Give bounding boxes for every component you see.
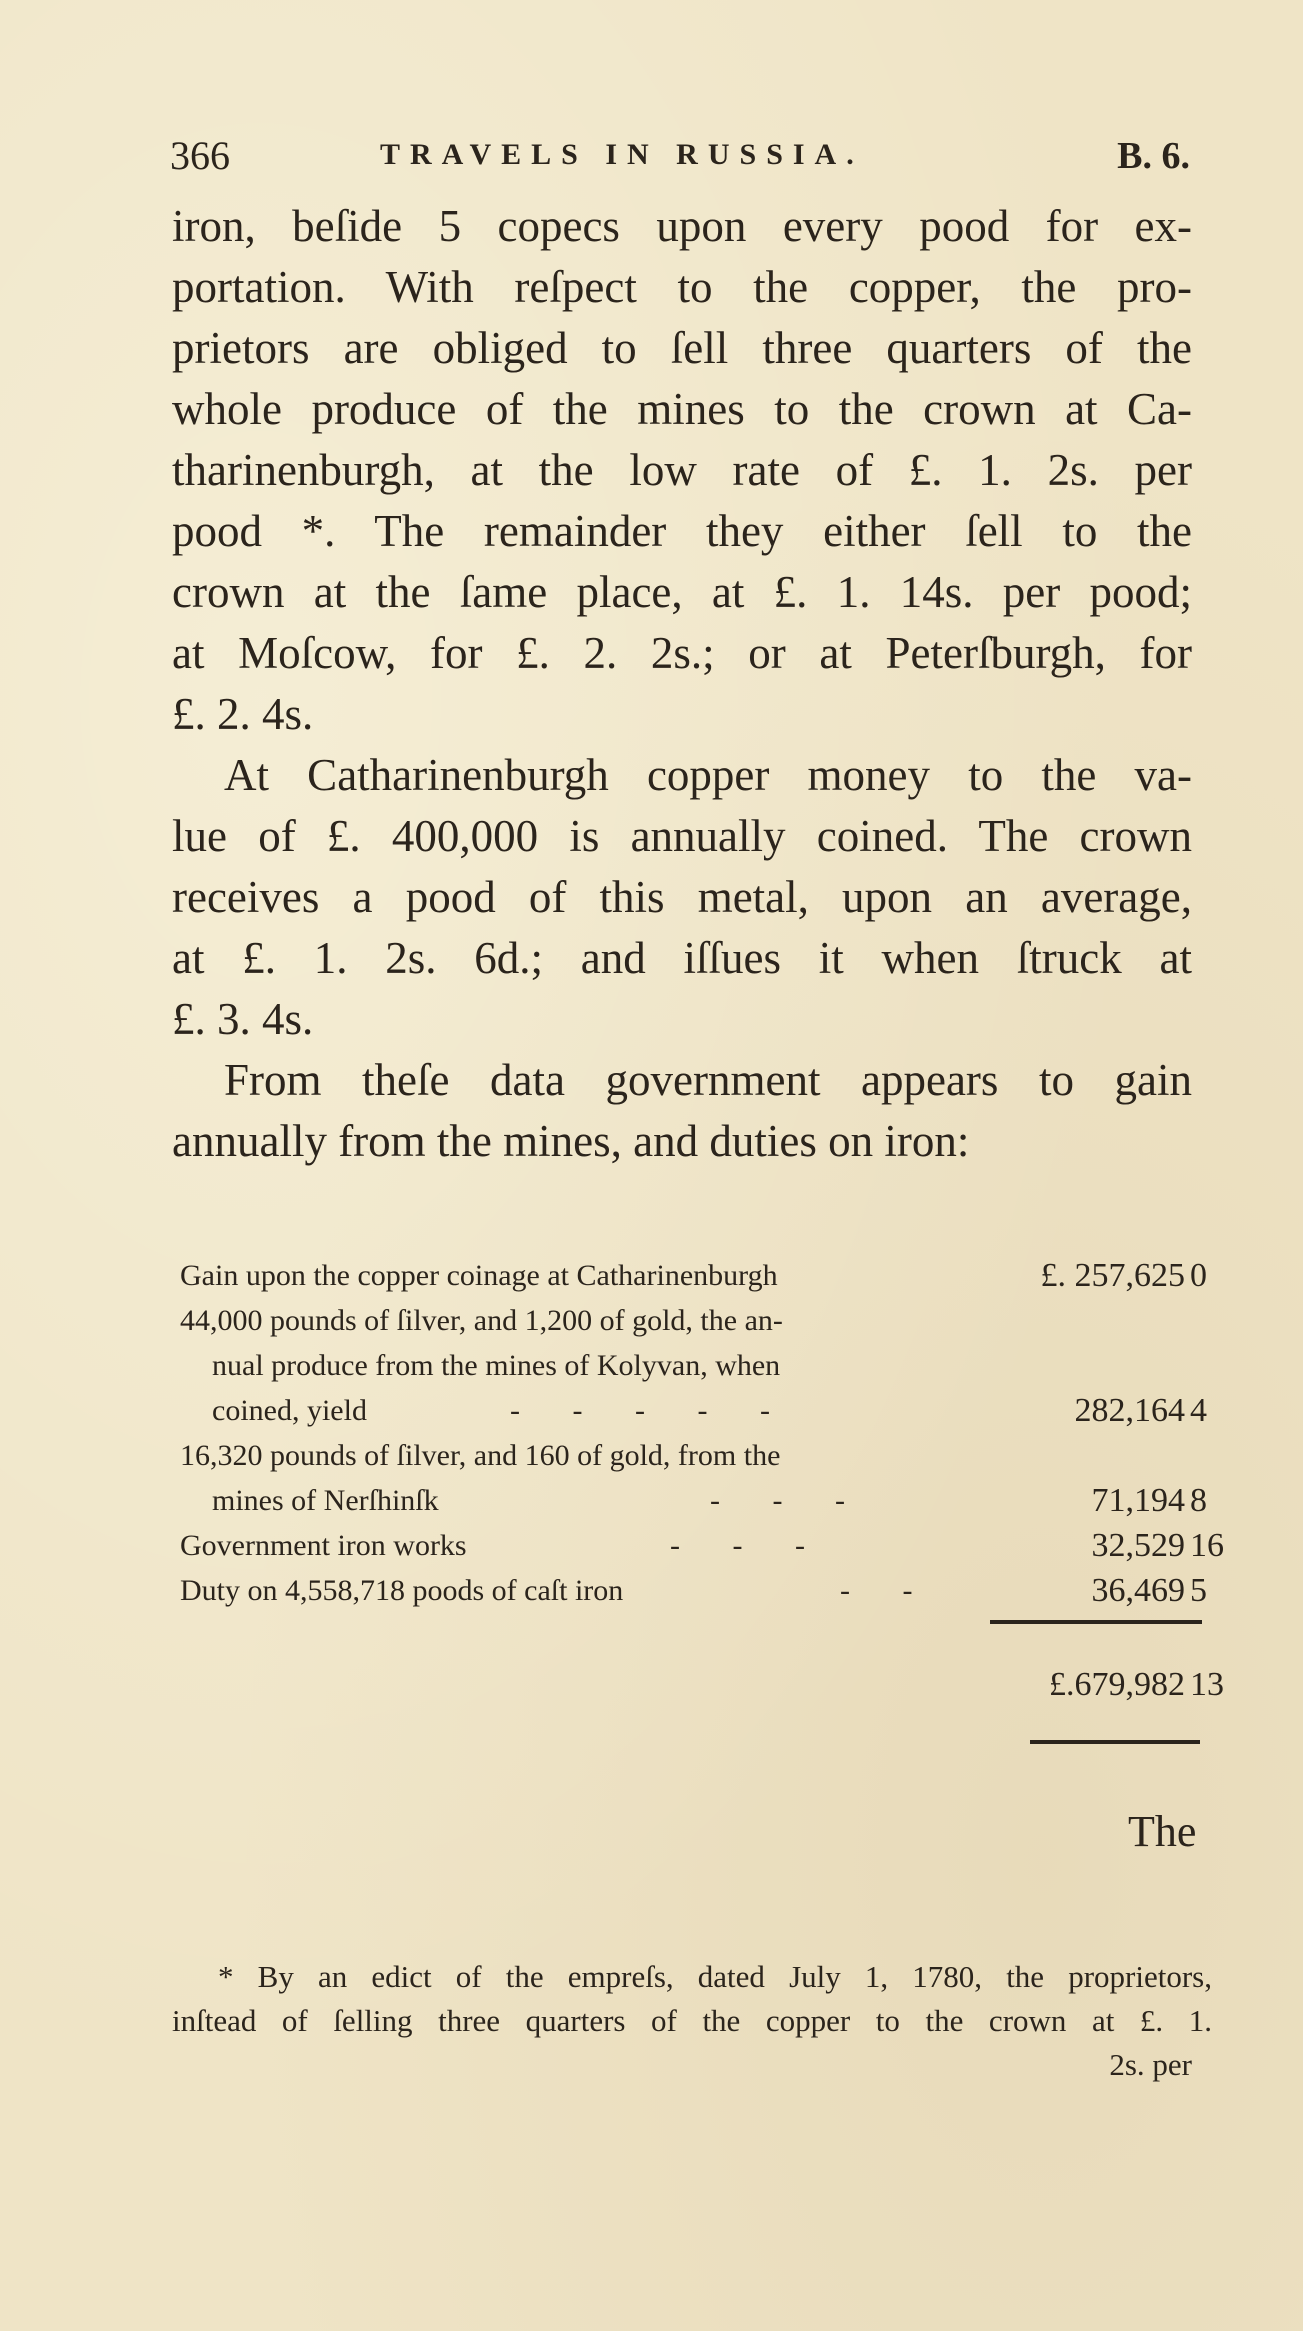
row-subamount: 0 <box>1190 1257 1207 1294</box>
row-amount: 36,469 <box>1091 1572 1185 1609</box>
row-subamount: 16 <box>1190 1527 1224 1564</box>
body-text <box>172 196 1192 1172</box>
leader-dashes: - - - <box>710 1484 845 1517</box>
total-subamount: 13 <box>1190 1666 1224 1703</box>
footnote-line: 2s. per <box>1109 2047 1192 2082</box>
body-line: annually from the mines, and duties on iron: <box>172 1116 970 1166</box>
row-description: 16,320 pounds of ſilver, and 160 of gold, from the <box>180 1439 781 1472</box>
body-line: pood *. The remainder they either ſell to the <box>172 506 1192 556</box>
row-amount: £. 257,625 <box>1040 1257 1185 1294</box>
body-line: £. 3. 4s. <box>172 994 314 1044</box>
footnote-line: * By an edict of the empreſs, dated July 1, 1780, the proprietors, <box>218 1959 1212 1994</box>
body-line: whole produce of the mines to the crown at Ca- <box>172 384 1192 434</box>
footnote <box>172 1955 1212 2087</box>
table-row <box>180 1568 1210 1613</box>
catchword: The <box>1128 1807 1197 1856</box>
running-head <box>170 132 1190 182</box>
body-line: lue of £. 400,000 is annually coined. The crown <box>172 811 1192 861</box>
table-row <box>180 1388 1210 1433</box>
row-description: Government iron works <box>180 1529 467 1562</box>
footnote-line: inſtead of ſelling three quarters of the copper to the crown at £. 1. <box>172 2003 1212 2038</box>
row-subamount: 4 <box>1190 1392 1207 1429</box>
body-line: prietors are obliged to ſell three quarters of the <box>172 323 1192 373</box>
body-line: £. 2. 4s. <box>172 689 314 739</box>
body-line: At Catharinenburgh copper money to the va- <box>224 750 1192 800</box>
total-amount: £.679,982 <box>1049 1666 1185 1703</box>
body-line: crown at the ſame place, at £. 1. 14s. per pood; <box>172 567 1192 617</box>
leader-dashes: - - - <box>670 1529 805 1562</box>
row-description: Duty on 4,558,718 poods of caſt iron <box>180 1574 624 1607</box>
page-number: 366 <box>170 133 230 178</box>
table-row <box>180 1478 1210 1523</box>
table-row <box>180 1343 1210 1388</box>
row-description: Gain upon the copper coinage at Catharinenburgh <box>180 1259 778 1292</box>
leader-dashes: - - <box>840 1574 913 1607</box>
row-amount: 32,529 <box>1091 1527 1185 1564</box>
row-description: mines of Nerſhinſk <box>212 1484 439 1517</box>
body-line: receives a pood of this metal, upon an average, <box>172 872 1192 922</box>
body-line: at £. 1. 2s. 6d.; and iſſues it when ſtruck at <box>172 933 1192 983</box>
table-row <box>180 1298 1210 1343</box>
row-amount: 282,164 <box>1074 1392 1185 1429</box>
row-description: 44,000 pounds of ſilver, and 1,200 of gold, the an- <box>180 1304 783 1337</box>
total-row <box>180 1660 1224 1710</box>
table-row <box>180 1523 1224 1568</box>
row-subamount: 5 <box>1190 1572 1207 1609</box>
body-line: tharinenburgh, at the low rate of £. 1. 2s. per <box>172 445 1192 495</box>
body-line: at Moſcow, for £. 2. 2s.; or at Peterſburgh, for <box>172 628 1192 678</box>
table-row <box>180 1433 1210 1478</box>
leader-dashes: - - - - - <box>510 1394 770 1427</box>
book-number: B. 6. <box>1117 135 1190 177</box>
row-subamount: 8 <box>1190 1482 1207 1519</box>
row-amount: 71,194 <box>1091 1482 1185 1519</box>
total-rule <box>1030 1740 1200 1744</box>
sum-rule <box>990 1620 1202 1624</box>
body-line: From theſe data government appears to gain <box>224 1055 1192 1105</box>
table-row <box>180 1253 1210 1298</box>
row-description: nual produce from the mines of Kolyvan, when <box>212 1349 781 1382</box>
running-title: TRAVELS IN RUSSIA. <box>380 138 864 171</box>
body-line: iron, beſide 5 copecs upon every pood for ex- <box>172 201 1192 251</box>
row-description: coined, yield <box>212 1394 367 1427</box>
body-line: portation. With reſpect to the copper, the pro- <box>172 262 1192 312</box>
